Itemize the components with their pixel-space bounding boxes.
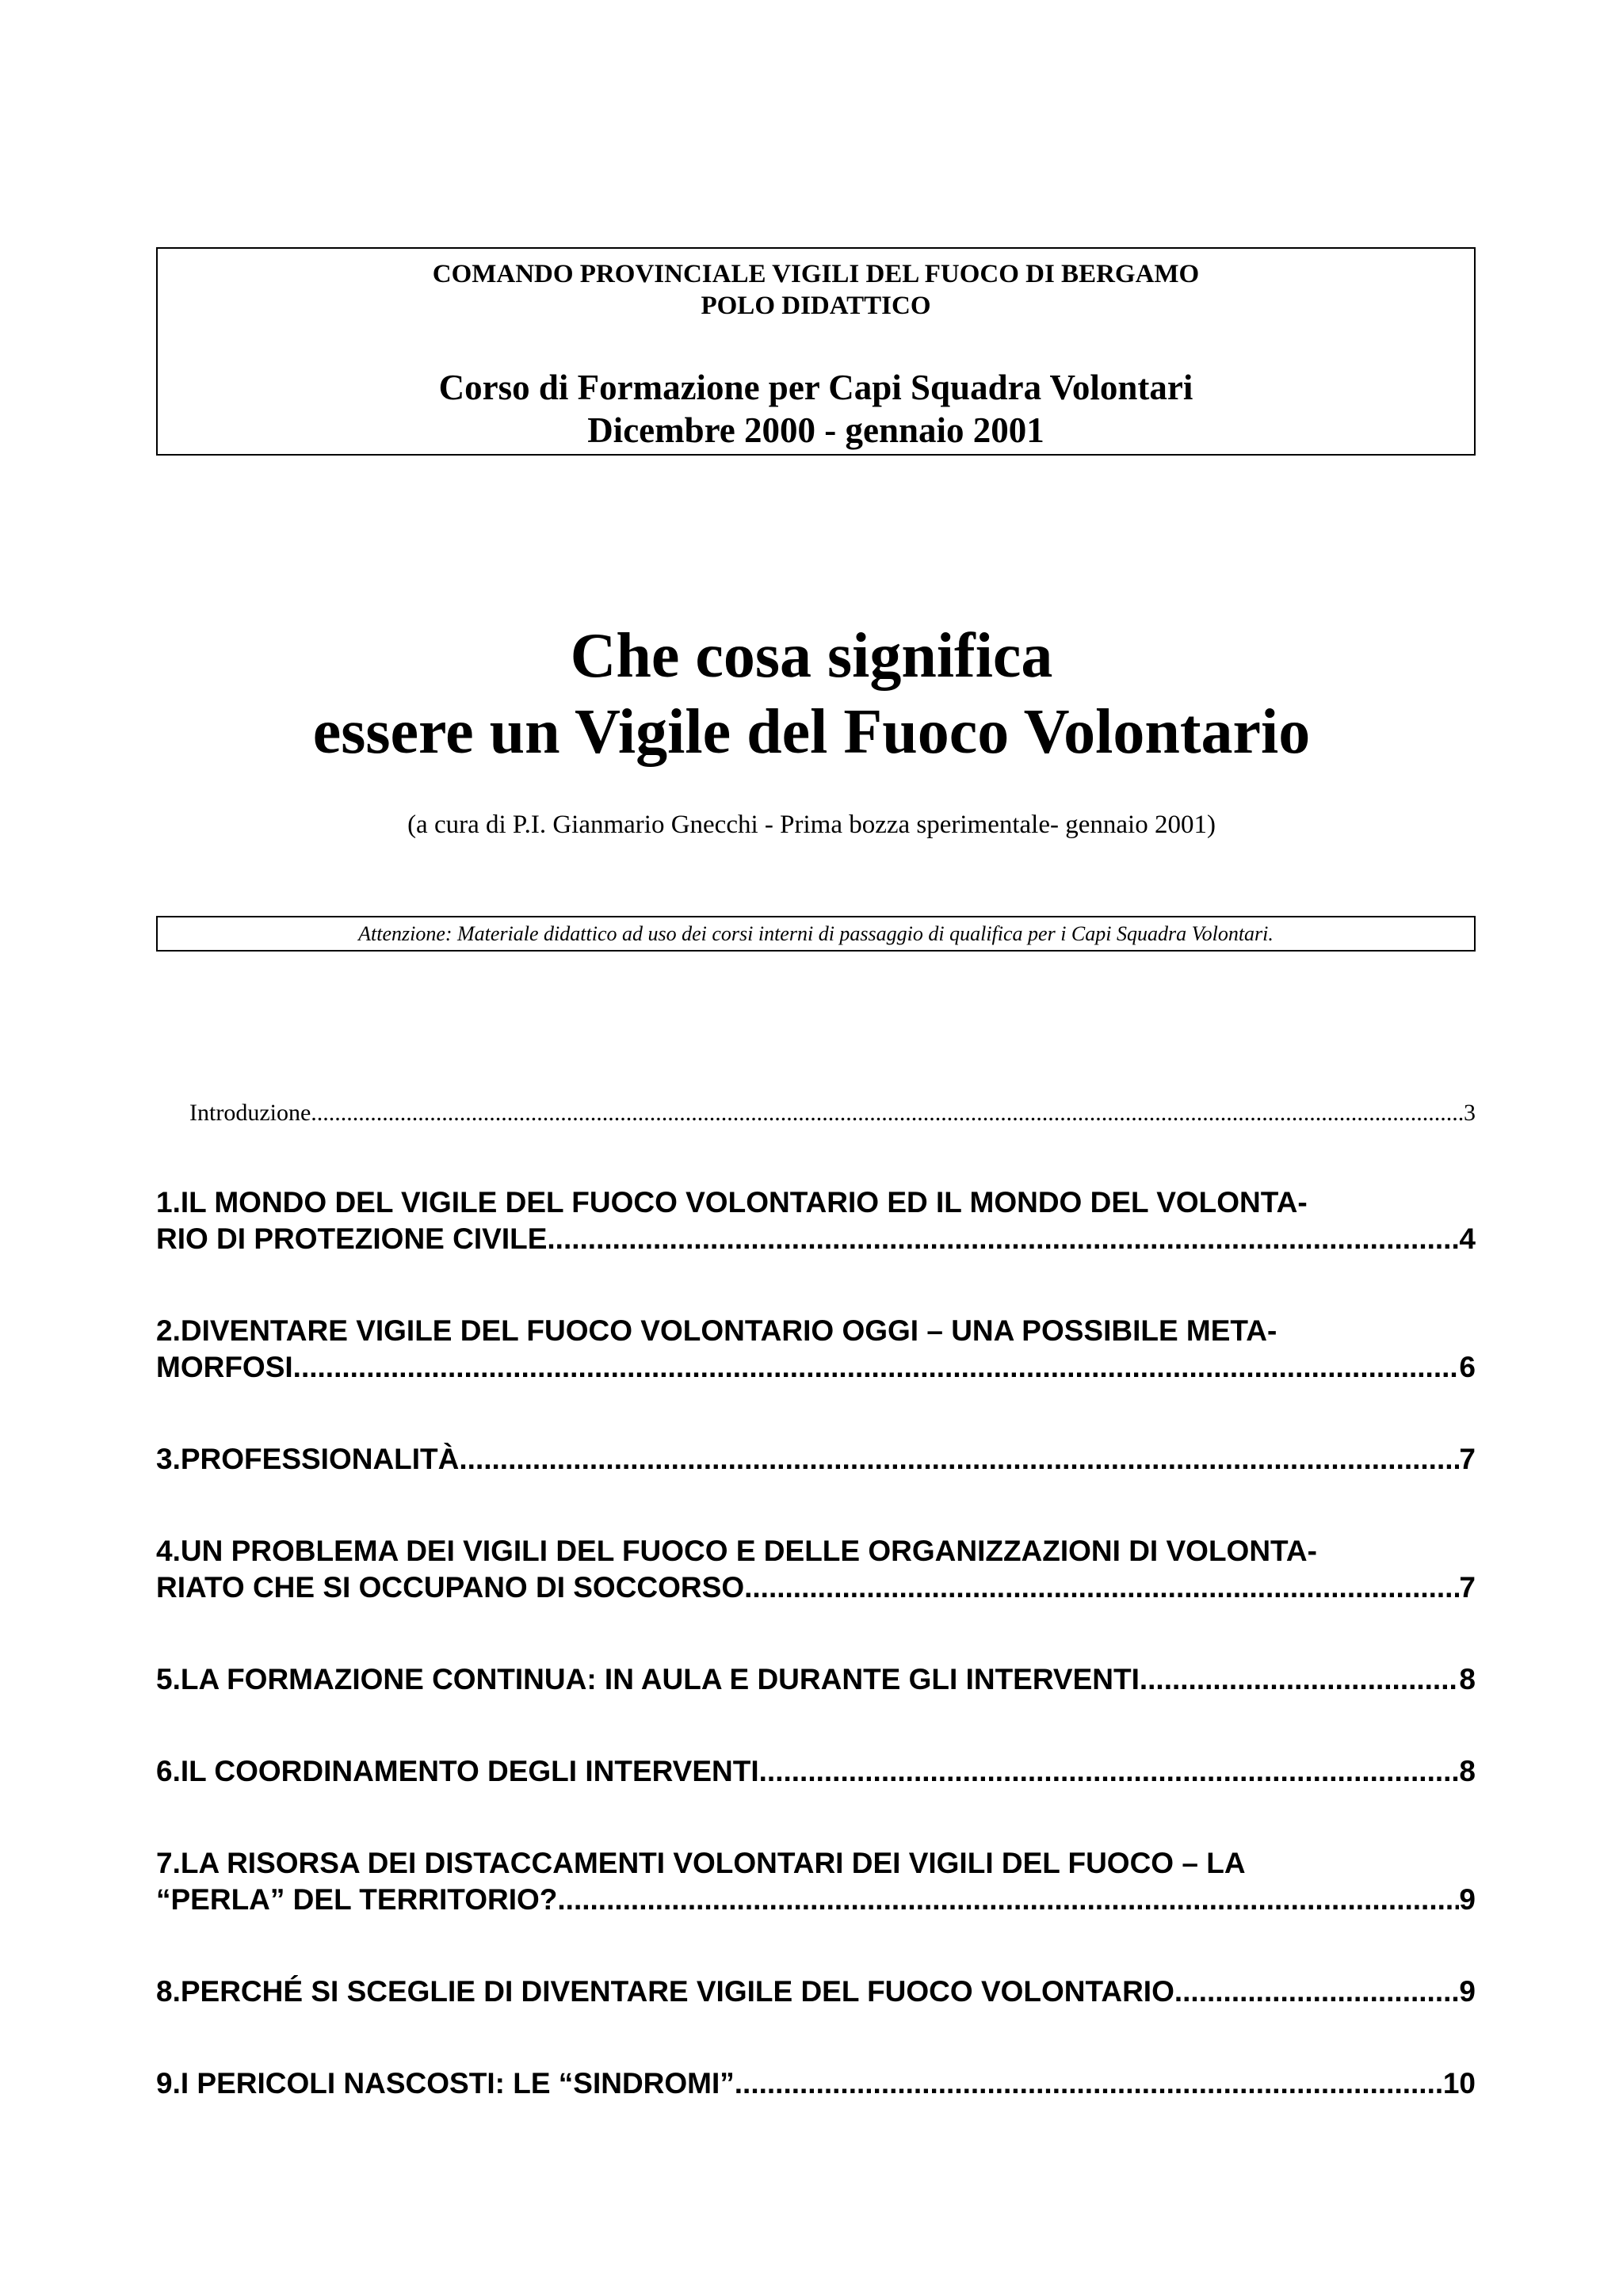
toc-entry-title-line: RIO DI PROTEZIONE CIVILE	[156, 1222, 548, 1255]
toc-page-number: 10	[1442, 2067, 1476, 2100]
toc-leader	[547, 1221, 1459, 1257]
toc-page-number: 9	[1459, 1975, 1476, 2008]
toc-entry-title-line: 1.IL MONDO DEL VIGILE DEL FUOCO VOLONTARIO ED IL MONDO DEL VOLONTA-	[156, 1186, 1308, 1219]
toc-entry-last-line	[156, 1221, 1476, 1257]
toc-entry-intro[interactable]	[189, 1097, 1476, 1129]
toc-page-number: 6	[1459, 1351, 1476, 1383]
toc-leader	[1174, 1974, 1460, 2010]
command-name: COMANDO PROVINCIALE VIGILI DEL FUOCO DI BERGAMO	[432, 260, 1200, 288]
toc-entries	[156, 1184, 1476, 2102]
toc-leader	[759, 1753, 1460, 1790]
toc-entry-last-line	[156, 1441, 1476, 1478]
toc-page-number: 9	[1459, 1883, 1476, 1916]
toc-page-number: 4	[1459, 1222, 1476, 1255]
toc-entry[interactable]	[156, 1974, 1476, 2010]
toc-entry-title-line: 3.PROFESSIONALITÀ	[156, 1443, 460, 1475]
title-line-1: Che cosa significa	[570, 621, 1053, 691]
toc-page-number: 3	[1464, 1100, 1476, 1126]
toc-leader	[557, 1882, 1459, 1918]
toc-entry-title-line: RIATO CHE SI OCCUPANO DI SOCCORSO	[156, 1571, 745, 1604]
toc-leader	[744, 1569, 1459, 1606]
toc-entry-last-line	[156, 1974, 1476, 2010]
toc-entry[interactable]	[156, 2065, 1476, 2102]
toc-page-number: 7	[1459, 1443, 1476, 1475]
toc-entry-label: Introduzione	[189, 1100, 311, 1126]
toc-entry[interactable]	[156, 1533, 1476, 1606]
toc-entry-title-line: 8.PERCHÉ SI SCEGLIE DI DIVENTARE VIGILE DEL FUOCO VOLONTARIO	[156, 1975, 1174, 2008]
toc-entry-last-line	[156, 1349, 1476, 1386]
toc-entry[interactable]	[156, 1845, 1476, 1918]
notice-box	[156, 916, 1476, 952]
table-of-contents	[156, 1097, 1476, 2102]
toc-entry-title-line: 7.LA RISORSA DEI DISTACCAMENTI VOLONTARI DEI VIGILI DEL FUOCO – LA	[156, 1847, 1246, 1879]
document-title	[0, 618, 1623, 770]
toc-entry-title-line: 4.UN PROBLEMA DEI VIGILI DEL FUOCO E DELLE ORGANIZZAZIONI DI VOLONTA-	[156, 1535, 1317, 1567]
toc-entry[interactable]	[156, 1661, 1476, 1698]
toc-entry-title-line: 2.DIVENTARE VIGILE DEL FUOCO VOLONTARIO OGGI – UNA POSSIBILE META-	[156, 1314, 1277, 1347]
toc-page-number: 7	[1459, 1571, 1476, 1604]
toc-entry-last-line	[156, 1882, 1476, 1918]
toc-entry[interactable]	[156, 1313, 1476, 1386]
toc-entry-title-line: 5.LA FORMAZIONE CONTINUA: IN AULA E DURANTE GLI INTERVENTI	[156, 1663, 1140, 1695]
toc-entry-title-line: MORFOSI	[156, 1351, 293, 1383]
division-name: POLO DIDATTICO	[701, 292, 931, 320]
toc-entry[interactable]	[156, 1441, 1476, 1478]
course-name: Corso di Formazione per Capi Squadra Volontari	[438, 368, 1193, 407]
notice-text: Attenzione: Materiale didattico ad uso dei corsi interni di passaggio di qualifica per i Capi Squadra Volontari.	[358, 922, 1274, 945]
toc-entry-last-line	[156, 1661, 1476, 1698]
toc-entry-last-line	[156, 1753, 1476, 1790]
toc-leader	[735, 2065, 1443, 2102]
toc-entry-last-line	[156, 1569, 1476, 1606]
toc-entry[interactable]	[156, 1184, 1476, 1257]
toc-leader	[311, 1097, 1464, 1129]
toc-entry-title-line: 9.I PERICOLI NASCOSTI: LE “SINDROMI”	[156, 2067, 735, 2100]
toc-page-number: 8	[1459, 1663, 1476, 1695]
toc-entry-title-line: “PERLA” DEL TERRITORIO?	[156, 1883, 558, 1916]
toc-page-number: 8	[1459, 1755, 1476, 1787]
course-dates: Dicembre 2000 - gennaio 2001	[587, 410, 1044, 450]
header-box	[156, 247, 1476, 456]
toc-entry-title-line: 6.IL COORDINAMENTO DEGLI INTERVENTI	[156, 1755, 759, 1787]
toc-leader	[1140, 1661, 1460, 1698]
toc-entry[interactable]	[156, 1753, 1476, 1790]
title-line-2: essere un Vigile del Fuoco Volontario	[312, 697, 1311, 767]
toc-leader	[459, 1441, 1459, 1478]
toc-leader	[293, 1349, 1460, 1386]
toc-entry-last-line	[156, 2065, 1476, 2102]
document-subtitle: (a cura di P.I. Gianmario Gnecchi - Prima bozza sperimentale- gennaio 2001)	[407, 810, 1216, 839]
